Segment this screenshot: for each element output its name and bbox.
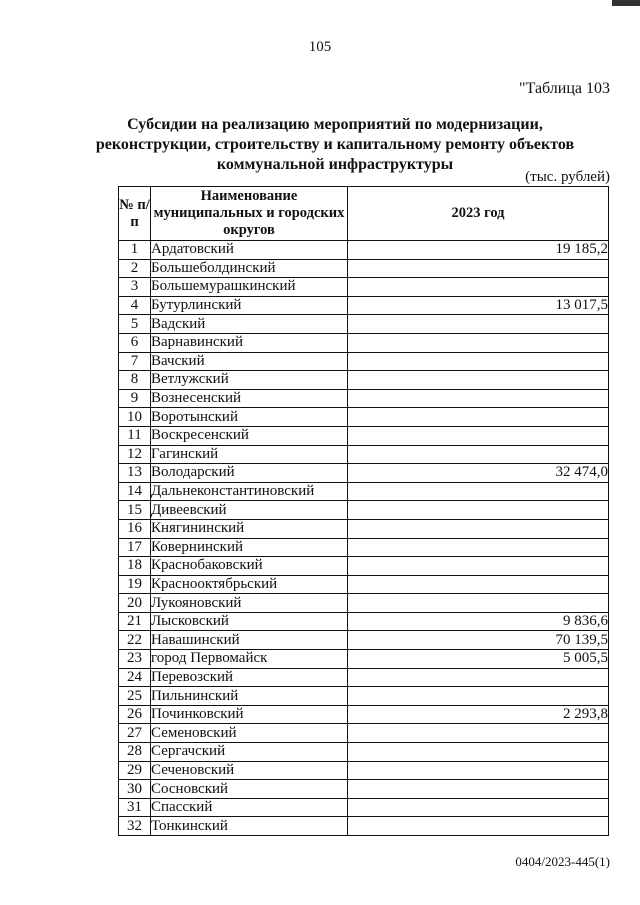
subsidy-value [348, 817, 609, 836]
table-row [119, 501, 609, 520]
table-row [119, 426, 609, 445]
header-name: Наименование муниципальных и городских округов [151, 187, 348, 241]
table-row [119, 445, 609, 464]
table-row [119, 259, 609, 278]
municipality-name: Лукояновский [151, 594, 348, 613]
subsidy-value [348, 780, 609, 799]
table-body [119, 241, 609, 836]
municipality-name: Перевозский [151, 668, 348, 687]
row-number: 21 [119, 612, 151, 631]
row-number: 28 [119, 743, 151, 762]
municipality-name: Сеченовский [151, 761, 348, 780]
municipality-name: Воскресенский [151, 426, 348, 445]
municipality-name: Гагинский [151, 445, 348, 464]
subsidy-value: 9 836,6 [348, 612, 609, 631]
row-number: 17 [119, 538, 151, 557]
municipality-name: Дальнеконстантиновский [151, 482, 348, 501]
municipality-name: Вачский [151, 352, 348, 371]
subsidy-value [348, 352, 609, 371]
subsidy-value: 19 185,2 [348, 241, 609, 260]
subsidy-value [348, 724, 609, 743]
row-number: 30 [119, 780, 151, 799]
table-row [119, 538, 609, 557]
municipality-name: Семеновский [151, 724, 348, 743]
table-row [119, 612, 609, 631]
table-row [119, 743, 609, 762]
municipality-name: Большемурашкинский [151, 278, 348, 297]
subsidy-value: 2 293,8 [348, 705, 609, 724]
table-row [119, 631, 609, 650]
row-number: 8 [119, 371, 151, 390]
municipality-name: Большеболдинский [151, 259, 348, 278]
municipality-name: Тонкинский [151, 817, 348, 836]
table-row [119, 371, 609, 390]
row-number: 16 [119, 519, 151, 538]
subsidy-value [348, 687, 609, 706]
subsidy-value [348, 575, 609, 594]
table-row [119, 482, 609, 501]
subsidy-value [348, 315, 609, 334]
row-number: 22 [119, 631, 151, 650]
table-row [119, 798, 609, 817]
table-row [119, 761, 609, 780]
header-year: 2023 год [348, 187, 609, 241]
table-row [119, 668, 609, 687]
row-number: 11 [119, 426, 151, 445]
header-num: № п/п [119, 187, 151, 241]
row-number: 7 [119, 352, 151, 371]
title-line-2: реконструкции, строительству и капитальному ремонту объектов [95, 136, 575, 153]
municipality-name: Вадский [151, 315, 348, 334]
subsidy-value [348, 426, 609, 445]
table-row [119, 389, 609, 408]
municipality-name: Лысковский [151, 612, 348, 631]
municipality-name: Бутурлинский [151, 296, 348, 315]
municipality-name: Починковский [151, 705, 348, 724]
municipality-name: Навашинский [151, 631, 348, 650]
municipality-name: Варнавинский [151, 333, 348, 352]
table-header-row [119, 187, 609, 241]
subsidy-value [348, 371, 609, 390]
table-row [119, 557, 609, 576]
municipality-name: город Первомайск [151, 650, 348, 669]
subsidy-value: 70 139,5 [348, 631, 609, 650]
municipality-name: Сосновский [151, 780, 348, 799]
row-number: 24 [119, 668, 151, 687]
subsidy-value [348, 538, 609, 557]
table-row [119, 296, 609, 315]
municipality-name: Вознесенский [151, 389, 348, 408]
table-row [119, 575, 609, 594]
row-number: 18 [119, 557, 151, 576]
row-number: 13 [119, 464, 151, 483]
municipality-name: Ветлужский [151, 371, 348, 390]
row-number: 25 [119, 687, 151, 706]
row-number: 1 [119, 241, 151, 260]
table-row [119, 687, 609, 706]
table-row [119, 780, 609, 799]
subsidy-value: 32 474,0 [348, 464, 609, 483]
row-number: 26 [119, 705, 151, 724]
municipality-name: Спасский [151, 798, 348, 817]
subsidy-value: 5 005,5 [348, 650, 609, 669]
municipality-name: Володарский [151, 464, 348, 483]
row-number: 10 [119, 408, 151, 427]
subsidy-value [348, 408, 609, 427]
subsidy-value: 13 017,5 [348, 296, 609, 315]
row-number: 15 [119, 501, 151, 520]
table-row [119, 519, 609, 538]
table-row [119, 333, 609, 352]
table-row [119, 650, 609, 669]
row-number: 12 [119, 445, 151, 464]
municipality-name: Ковернинский [151, 538, 348, 557]
municipality-name: Княгининский [151, 519, 348, 538]
subsidy-value [348, 333, 609, 352]
table-row [119, 241, 609, 260]
subsidy-value [348, 278, 609, 297]
document-code: 0404/2023-445(1) [515, 854, 610, 869]
municipality-name: Краснооктябрьский [151, 575, 348, 594]
table-reference: "Таблица 103 [519, 80, 610, 97]
table-row [119, 315, 609, 334]
row-number: 6 [119, 333, 151, 352]
subsidy-table [118, 186, 609, 836]
row-number: 4 [119, 296, 151, 315]
subsidy-value [348, 798, 609, 817]
document-title [90, 115, 580, 175]
row-number: 2 [119, 259, 151, 278]
municipality-name: Пильнинский [151, 687, 348, 706]
row-number: 27 [119, 724, 151, 743]
corner-scan-mark [612, 0, 640, 6]
subsidy-value [348, 594, 609, 613]
municipality-name: Сергачский [151, 743, 348, 762]
table-row [119, 278, 609, 297]
units-label: (тыс. рублей) [525, 169, 610, 185]
table-row [119, 408, 609, 427]
row-number: 32 [119, 817, 151, 836]
row-number: 29 [119, 761, 151, 780]
title-line-3: коммунальной инфраструктуры [216, 156, 454, 173]
subsidy-value [348, 501, 609, 520]
row-number: 9 [119, 389, 151, 408]
row-number: 23 [119, 650, 151, 669]
subsidy-value [348, 668, 609, 687]
row-number: 3 [119, 278, 151, 297]
subsidy-value [348, 761, 609, 780]
subsidy-value [348, 519, 609, 538]
municipality-name: Ардатовский [151, 241, 348, 260]
row-number: 19 [119, 575, 151, 594]
subsidy-value [348, 259, 609, 278]
municipality-name: Дивеевский [151, 501, 348, 520]
table-row [119, 464, 609, 483]
table-row [119, 594, 609, 613]
row-number: 5 [119, 315, 151, 334]
municipality-name: Краснобаковский [151, 557, 348, 576]
row-number: 20 [119, 594, 151, 613]
table-row [119, 705, 609, 724]
table-row [119, 352, 609, 371]
municipality-name: Воротынский [151, 408, 348, 427]
subsidy-value [348, 743, 609, 762]
page-number: 105 [308, 39, 332, 55]
row-number: 31 [119, 798, 151, 817]
row-number: 14 [119, 482, 151, 501]
subsidy-value [348, 482, 609, 501]
subsidy-value [348, 445, 609, 464]
title-line-1: Субсидии на реализацию мероприятий по модернизации, [127, 116, 543, 133]
subsidy-value [348, 557, 609, 576]
subsidy-value [348, 389, 609, 408]
table-row [119, 817, 609, 836]
table-row [119, 724, 609, 743]
